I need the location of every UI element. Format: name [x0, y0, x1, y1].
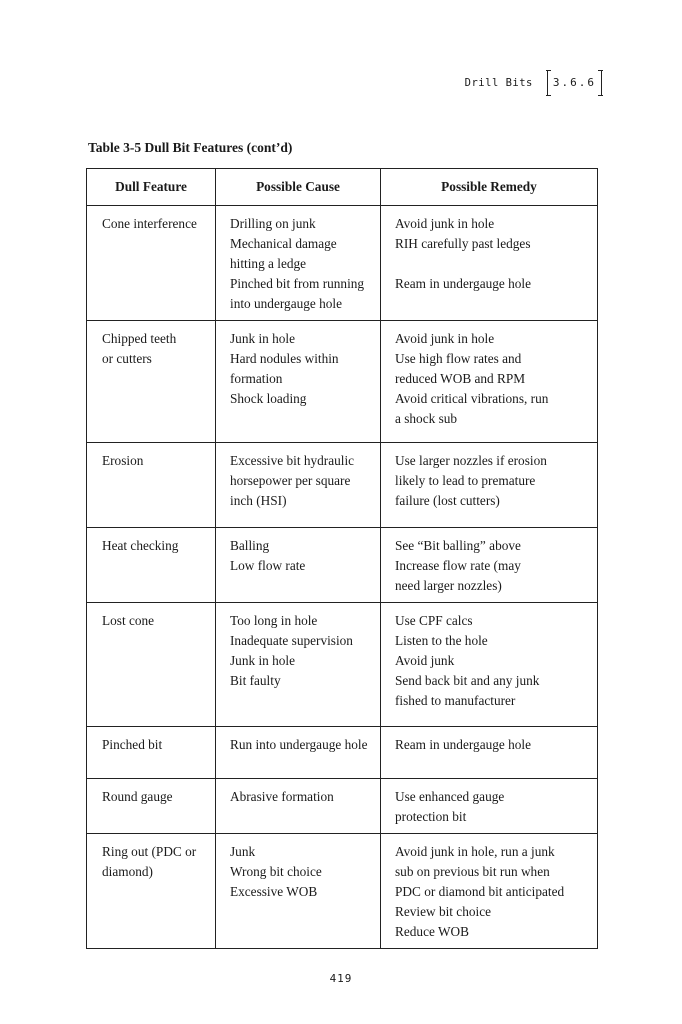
cell-line: Ream in undergauge hole	[395, 737, 532, 752]
possible-remedy-cell	[381, 321, 598, 443]
dull-feature-cell	[87, 443, 216, 528]
cell-line: Cone interference	[102, 216, 197, 231]
cell-line: Avoid junk	[395, 653, 455, 668]
cell-line: Excessive WOB	[230, 884, 318, 899]
dull-bit-features-table	[86, 168, 598, 949]
cell-line: Mechanical damage	[230, 236, 337, 251]
dull-feature-cell	[87, 834, 216, 949]
possible-cause-cell	[216, 727, 381, 779]
possible-cause-cell	[216, 443, 381, 528]
section-number: 3.6.6	[547, 70, 602, 96]
possible-cause-cell	[216, 528, 381, 603]
page-number: 419	[329, 972, 353, 985]
dull-feature-cell	[87, 321, 216, 443]
column-header-possible-cause: Possible Cause	[216, 169, 381, 206]
cell-line: Review bit choice	[395, 904, 491, 919]
cell-line: Abrasive formation	[230, 789, 334, 804]
cell-line: Bit faulty	[230, 673, 281, 688]
cell-line: PDC or diamond bit anticipated	[395, 884, 565, 899]
cell-line: Avoid junk in hole	[395, 216, 495, 231]
possible-cause-cell	[216, 321, 381, 443]
cell-line: Run into undergauge hole	[230, 737, 368, 752]
dull-feature-cell	[87, 528, 216, 603]
cell-line: Heat checking	[102, 538, 179, 553]
cell-line: Low flow rate	[230, 558, 306, 573]
cell-line: Too long in hole	[230, 613, 318, 628]
cell-line: Use larger nozzles if erosion	[395, 453, 547, 468]
cell-line: Junk	[230, 844, 256, 859]
cell-line: Inadequate supervision	[230, 633, 353, 648]
cell-line	[395, 254, 591, 274]
cell-line: Balling	[230, 538, 270, 553]
cell-line: need larger nozzles)	[395, 578, 502, 593]
cell-line: Round gauge	[102, 789, 173, 804]
cell-line: Drilling on junk	[230, 216, 316, 231]
cell-line: Listen to the hole	[395, 633, 488, 648]
cell-line: Pinched bit from running	[230, 276, 365, 291]
possible-cause-cell	[216, 834, 381, 949]
cell-line: horsepower per square	[230, 473, 351, 488]
cell-line: Hard nodules within	[230, 351, 339, 366]
cell-line: into undergauge hole	[230, 296, 343, 311]
cell-line: failure (lost cutters)	[395, 493, 500, 508]
possible-remedy-cell	[381, 443, 598, 528]
possible-remedy-cell	[381, 727, 598, 779]
cell-line: fished to manufacturer	[395, 693, 516, 708]
cell-line: Junk in hole	[230, 653, 296, 668]
cell-line: Use high flow rates and	[395, 351, 522, 366]
column-header-possible-remedy: Possible Remedy	[381, 169, 598, 206]
cell-line: RIH carefully past ledges	[395, 236, 531, 251]
dull-feature-cell	[87, 206, 216, 321]
cell-line: Increase flow rate (may	[395, 558, 521, 573]
table-row	[87, 528, 598, 603]
table-row	[87, 603, 598, 727]
cell-line: Send back bit and any junk	[395, 673, 540, 688]
cell-line: Use CPF calcs	[395, 613, 473, 628]
dull-feature-cell	[87, 603, 216, 727]
dull-feature-cell	[87, 779, 216, 834]
possible-cause-cell	[216, 603, 381, 727]
dull-feature-cell	[87, 727, 216, 779]
possible-remedy-cell	[381, 603, 598, 727]
cell-line: inch (HSI)	[230, 493, 287, 508]
table-row	[87, 443, 598, 528]
table-row	[87, 321, 598, 443]
cell-line: Shock loading	[230, 391, 307, 406]
cell-line: formation	[230, 371, 283, 386]
cell-line: hitting a ledge	[230, 256, 307, 271]
cell-line: a shock sub	[395, 411, 458, 426]
cell-line: Pinched bit	[102, 737, 163, 752]
cell-line: sub on previous bit run when	[395, 864, 550, 879]
cell-line: Lost cone	[102, 613, 155, 628]
cell-line: Wrong bit choice	[230, 864, 322, 879]
cell-line: diamond)	[102, 864, 153, 879]
running-title: Drill Bits	[464, 77, 533, 89]
cell-line: Ring out (PDC or	[102, 844, 197, 859]
cell-line: likely to lead to premature	[395, 473, 536, 488]
cell-line: protection bit	[395, 809, 467, 824]
table-row	[87, 834, 598, 949]
possible-cause-cell	[216, 779, 381, 834]
possible-remedy-cell	[381, 834, 598, 949]
cell-line: Reduce WOB	[395, 924, 469, 939]
table-row	[87, 779, 598, 834]
table-row	[87, 727, 598, 779]
cell-line: Avoid junk in hole	[395, 331, 495, 346]
cell-line: Chipped teeth	[102, 331, 177, 346]
possible-remedy-cell	[381, 528, 598, 603]
cell-line: Junk in hole	[230, 331, 296, 346]
cell-line: Erosion	[102, 453, 144, 468]
cell-line: See “Bit balling” above	[395, 538, 521, 553]
possible-cause-cell	[216, 206, 381, 321]
possible-remedy-cell	[381, 779, 598, 834]
table-caption: Table 3-5 Dull Bit Features (cont’d)	[88, 140, 293, 155]
cell-line: Avoid junk in hole, run a junk	[395, 844, 555, 859]
cell-line: Avoid critical vibrations, run	[395, 391, 549, 406]
cell-line: or cutters	[102, 351, 152, 366]
cell-line: Ream in undergauge hole	[395, 276, 532, 291]
cell-line: reduced WOB and RPM	[395, 371, 526, 386]
table-header-row	[87, 169, 598, 206]
possible-remedy-cell	[381, 206, 598, 321]
cell-line: Excessive bit hydraulic	[230, 453, 355, 468]
table-row	[87, 206, 598, 321]
page-header	[465, 70, 602, 96]
column-header-dull-feature: Dull Feature	[87, 169, 216, 206]
cell-line: Use enhanced gauge	[395, 789, 505, 804]
